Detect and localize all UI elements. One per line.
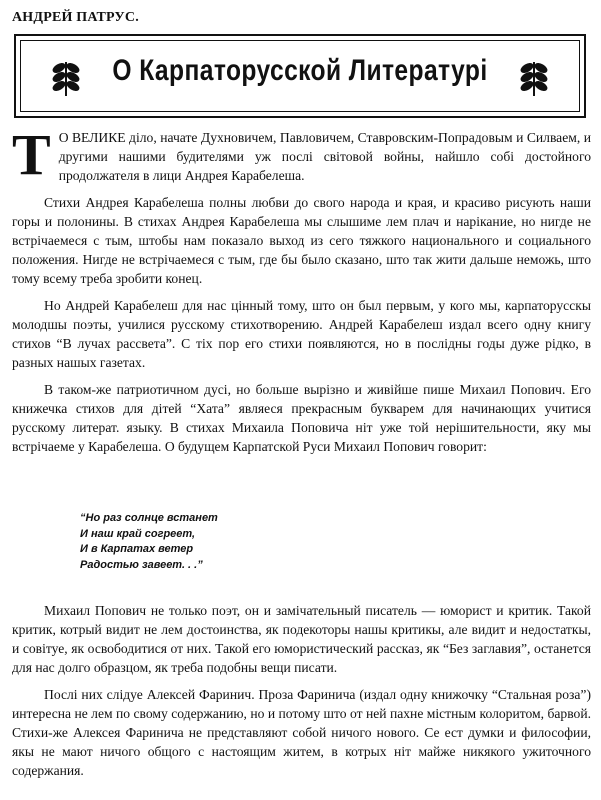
poem-quote <box>80 511 218 573</box>
title-frame <box>14 34 586 118</box>
poem-line: И в Карпатах ветер <box>80 543 194 555</box>
paragraph-6: Послі них слідуе Алексей Фаринич. Проза Фаринича (издал одну книжочку “Стальная роза”) интересна не лем по свому содержанию, но и потому што от ней пахне містным колоритом, барвой. Стихи-же Алексея Фаринича не представляют собой ничого нового. Се ест думки и философии, якы не мают ничого общого с настоящим житем, в котрых ніт майже никякого ужиточного содержания. <box>12 687 591 778</box>
wheat-ornament-icon <box>514 58 554 98</box>
paragraph-4: В таком-же патриотичном дусі, но больше вырізно и живійше пише Михаил Попович. Его книжечка стихов для дітей “Хата” являеся прекрасным букварем для начинающих учитися русскому литерат. языку. В стихах Михаила Поповича ніт уже той нерішительности, яку мы встрічаеме у Карабелеша. О будущем Карпатской Руси Михаил Попович говорит: <box>12 382 591 454</box>
drop-cap: Т <box>12 122 51 187</box>
paragraph-1 <box>12 122 591 187</box>
paragraph-1-text: О ВЕЛИКЕ діло, начате Духновичем, Павловичем, Ставровским-Попрадовым и Силваем, и другими нашими будителями уж послі світовой войны, найшло собі достойного продолжателя в лици Андрея Карабелеша. <box>58 130 591 183</box>
poem-line: Радостью завеет. . .” <box>80 558 203 571</box>
paragraph-2: Стихи Андрея Карабелеша полны любви до свого народа и края, и красиво рисують наши горы и полонины. В стихах Андрея Карабелеша мы слышиме лем плач и нарікание, но нигде не встрічаемеся с тым, штобы нам показало выход из сего тяжкого национального и социального положения. Нигде не встрічаемеся с тым, где бы было сказано, што так жити дальше неможь, што тому всему треба зробити конец. <box>12 195 591 286</box>
article-title: О Карпаторусской Литературі <box>112 54 488 87</box>
article-body-top <box>12 122 591 464</box>
poem-line: И наш край согреет, <box>80 527 196 540</box>
paragraph-3: Но Андрей Карабелеш для нас цінный тому, што он был первым, у кого мы, карпаторусскы молодшы поэты, училися русскому стихотворению. Андрей Карабелеш издал всего одну книгу стихов “В лучах рассвета”. С тіх пор его стихи появляются, но в послідны годы дуже рідко, в разных нашых газетах. <box>12 298 591 370</box>
paragraph-5: Михаил Попович не только поэт, он и замічательный писатель — юморист и критик. Такой критик, котрый видит не лем достоинства, як подекоторы нашы критикы, але видит и недостаткы, и совітуе, як освободитися от них. Такой его юмористический рассказ, як “Без заглавия”, останется для нас долго образцом, як треба подобны вещи писати. <box>12 603 591 675</box>
article-body-bottom <box>12 601 591 788</box>
poem-line: “Но раз солнце встанет <box>80 512 218 524</box>
author-name: АНДРЕЙ ПАТРУС. <box>12 10 139 25</box>
